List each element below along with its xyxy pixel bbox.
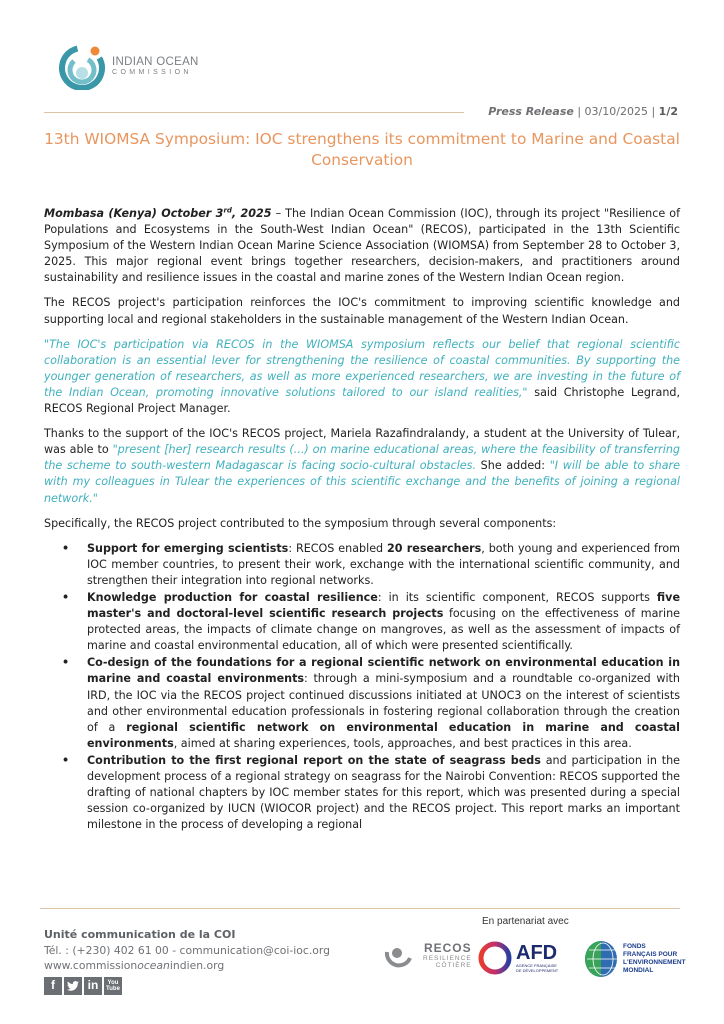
afd-logo-icon xyxy=(477,940,513,976)
article-body xyxy=(44,206,680,834)
components-list xyxy=(44,541,680,834)
recos-logo-icon xyxy=(384,940,418,970)
footer-divider xyxy=(40,908,680,909)
header-divider xyxy=(44,112,464,113)
paragraph-quote: "The IOC's participation via RECOS in the WIOMSA symposium reflects our belief that regional scientific collaboration is an essential lever for strengthening the resilience of coastal communities. By supporting the younger generation of researchers, as well as more experienced researchers, we are investing in the future of the Indian Ocean, promoting innovative solutions tailored to our island realities," said Christophe Legrand, RECOS Regional Project Manager. xyxy=(44,337,680,416)
ffem-globe-icon xyxy=(583,940,619,978)
paragraph-student: Thanks to the support of the IOC's RECOS project, Mariela Razafindralandy, a student at the University of Tulear, was able to "present [her] research results (...) on marine educational areas, where the feasibility of transferring the scheme to south-western Madagascar is facing socio-cultural obstacles. She added: "I will be able to share with my colleagues in Tulear the experiences of this scientific exchange and the benefits of joining a regional network." xyxy=(44,427,680,505)
press-release-label: Press Release xyxy=(488,105,574,118)
page-title: 13th WIOMSA Symposium: IOC strengthens its commitment to Marine and Coastal Conservation xyxy=(44,130,680,169)
paragraph-intro: Mombasa (Kenya) October 3rd, 2025 – The Indian Ocean Commission (IOC), through its project "Resilience of Populations and Ecosystems in the South-West Indian Ocean" (RECOS), participated in the 13th Scientific Symposium of the Western Indian Ocean Marine Science Association (WIOMSA) from September 28 to October 3, 2025. This major regional event brings together researchers, decision-makers, and practitioners around sustainability and resilience issues in the coastal and marine zones of the Western Indian Ocean region. xyxy=(44,206,680,285)
ioc-logo xyxy=(58,42,199,90)
list-item: • Knowledge production for coastal resilience: in its scientific component, RECOS supports five master's and doctoral-level scientific research projects focusing on the effectiveness of marine protected areas, the impacts of climate change on mangroves, as well as the assessment of impacts of marine and coastal environmental education, all of which were presented scientifically. xyxy=(44,590,680,654)
list-item: • Co-design of the foundations for a regional scientific network on environmental education in marine and coastal environments: through a mini-symposium and a roundtable co-organized with IRD, the IOC via the RECOS project continued discussions initiated at UNOC3 on the interest of scientists and other environmental education professionals in fostering regional collaboration through the creation of a regional scientific network on environmental education in marine and coastal environments, aimed at sharing experiences, tools, approaches, and best practices in this area. xyxy=(44,655,680,752)
facebook-icon[interactable]: f xyxy=(44,977,62,995)
twitter-icon[interactable] xyxy=(64,977,82,995)
afd-logo: AFD AGENCE FRANÇAISE DE DÉVELOPPEMENT xyxy=(477,940,558,976)
footer-phone-email[interactable]: Tél. : (+230) 402 61 00 - communication@coi-ioc.org xyxy=(44,943,330,957)
footer-contact xyxy=(44,927,330,995)
paragraph-components-intro: Specifically, the RECOS project contributed to the symposium through several components: xyxy=(44,516,557,530)
release-date: 03/10/2025 xyxy=(584,105,648,118)
ffem-logo: FONDS FRANÇAIS POUR L'ENVIRONNEMENT MONDIAL xyxy=(583,940,686,978)
press-release-meta: Press Release | 03/10/2025 | 1/2 xyxy=(488,105,678,118)
quote-legrand: "The IOC's participation via RECOS in the WIOMSA symposium reflects our belief that regional scientific collaboration is an essential lever for strengthening the resilience of coastal communities. By supporting the younger generation of researchers, as well as more experienced researchers, we are investing in the future of the Indian Ocean, promoting innovative solutions tailored to our island realities," xyxy=(44,337,680,399)
list-item: • Support for emerging scientists: RECOS enabled 20 researchers, both young and experienced from IOC member countries, to present their work, exchange with the international scientific community, and strengthen their integration into regional networks. xyxy=(44,541,680,589)
partners-label: En partenariat avec xyxy=(482,916,569,927)
paragraph-commitment: The RECOS project's participation reinforces the IOC's commitment to improving scientific knowledge and supporting local and regional stakeholders in the sustainable management of the Western Indian Ocean. xyxy=(44,296,680,326)
quote-student-1: "present [her] research results (...) on marine educational areas, where the feasibility of transferring the scheme to south-western Madagascar is facing socio-cultural obstacles. xyxy=(44,443,680,473)
footer-website[interactable]: www.commissionoceanindien.org xyxy=(44,959,225,972)
youtube-icon[interactable]: You Tube xyxy=(104,977,122,995)
recos-logo: RECOS RESILIENCE CÔTIÈRE xyxy=(384,940,472,970)
quote-student-2: "I will be able to share with my colleagues in Tulear the experiences of this scientific exchange and the benefits of joining a regional network." xyxy=(44,459,680,505)
footer-unit: Unité communication de la COI xyxy=(44,928,236,941)
list-item: • Contribution to the first regional report on the state of seagrass beds and participation in the development process of a regional strategy on seagrass for the Nairobi Convention: RECOS supported the drafting of national chapters by IOC member states for this report, which was presented during a special session co-organized by IUCN (WIOCOR project) and the RECOS project. This report marks an important milestone in the process of developing a regional xyxy=(44,753,680,833)
dateline: Mombasa (Kenya) October 3rd, 2025 xyxy=(44,206,272,220)
ioc-logo-icon xyxy=(58,42,106,90)
page-number: 1/2 xyxy=(658,105,678,118)
social-links xyxy=(44,977,330,995)
logo-line2: COMMISSION xyxy=(112,69,192,76)
logo-line1: INDIAN OCEAN xyxy=(112,56,199,68)
linkedin-icon[interactable]: in xyxy=(84,977,102,995)
